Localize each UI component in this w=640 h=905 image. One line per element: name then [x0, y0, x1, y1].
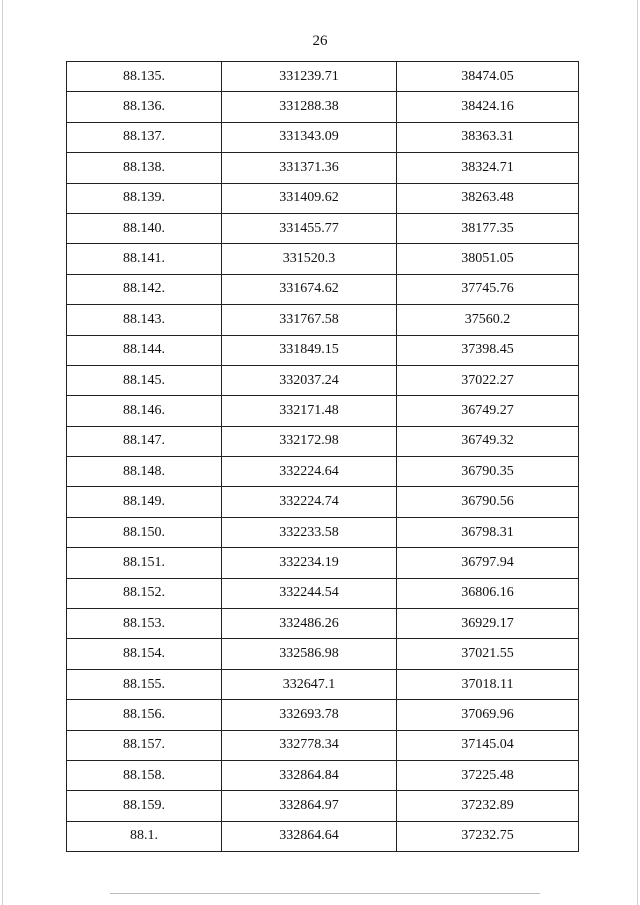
y-coordinate-cell: 37021.55: [397, 639, 579, 669]
y-coordinate-cell: 38363.31: [397, 122, 579, 152]
y-coordinate-cell: 36929.17: [397, 609, 579, 639]
x-coordinate-cell: 332864.97: [222, 791, 397, 821]
point-id-cell: 88.158.: [67, 760, 222, 790]
table-row: [67, 396, 579, 426]
y-coordinate-cell: 37560.2: [397, 305, 579, 335]
x-coordinate-cell: 332234.19: [222, 548, 397, 578]
table-row: [67, 426, 579, 456]
point-id-cell: 88.141.: [67, 244, 222, 274]
table-row: [67, 365, 579, 395]
x-coordinate-cell: 332171.48: [222, 396, 397, 426]
table-row: [67, 244, 579, 274]
point-id-cell: 88.143.: [67, 305, 222, 335]
table-row: [67, 548, 579, 578]
x-coordinate-cell: 332586.98: [222, 639, 397, 669]
table-row: [67, 335, 579, 365]
table-row: [67, 821, 579, 851]
point-id-cell: 88.154.: [67, 639, 222, 669]
table-row: [67, 730, 579, 760]
table-row: [67, 760, 579, 790]
y-coordinate-cell: 38474.05: [397, 62, 579, 92]
x-coordinate-cell: 332693.78: [222, 700, 397, 730]
point-id-cell: 88.153.: [67, 609, 222, 639]
y-coordinate-cell: 36749.27: [397, 396, 579, 426]
point-id-cell: 88.147.: [67, 426, 222, 456]
x-coordinate-cell: 332233.58: [222, 517, 397, 547]
page-number: 26: [312, 33, 328, 49]
point-id-cell: 88.135.: [67, 62, 222, 92]
point-id-cell: 88.138.: [67, 153, 222, 183]
table-row: [67, 183, 579, 213]
y-coordinate-cell: 37225.48: [397, 760, 579, 790]
point-id-cell: 88.140.: [67, 213, 222, 243]
point-id-cell: 88.150.: [67, 517, 222, 547]
x-coordinate-cell: 332244.54: [222, 578, 397, 608]
table-row: [67, 700, 579, 730]
x-coordinate-cell: 331674.62: [222, 274, 397, 304]
point-id-cell: 88.146.: [67, 396, 222, 426]
y-coordinate-cell: 37069.96: [397, 700, 579, 730]
y-coordinate-cell: 38324.71: [397, 153, 579, 183]
table-row: [67, 517, 579, 547]
y-coordinate-cell: 38263.48: [397, 183, 579, 213]
x-coordinate-cell: 331343.09: [222, 122, 397, 152]
table-row: [67, 92, 579, 122]
table-row: [67, 609, 579, 639]
point-id-cell: 88.137.: [67, 122, 222, 152]
table-row: [67, 213, 579, 243]
x-coordinate-cell: 332224.74: [222, 487, 397, 517]
y-coordinate-cell: 37745.76: [397, 274, 579, 304]
coordinates-table-body: [67, 62, 579, 852]
y-coordinate-cell: 36790.35: [397, 457, 579, 487]
table-row: [67, 305, 579, 335]
point-id-cell: 88.151.: [67, 548, 222, 578]
point-id-cell: 88.157.: [67, 730, 222, 760]
x-coordinate-cell: 331767.58: [222, 305, 397, 335]
x-coordinate-cell: 331409.62: [222, 183, 397, 213]
x-coordinate-cell: 332224.64: [222, 457, 397, 487]
point-id-cell: 88.139.: [67, 183, 222, 213]
coordinates-table: [66, 61, 579, 852]
table-row: [67, 62, 579, 92]
table-row: [67, 791, 579, 821]
point-id-cell: 88.136.: [67, 92, 222, 122]
y-coordinate-cell: 37018.11: [397, 669, 579, 699]
y-coordinate-cell: 37232.89: [397, 791, 579, 821]
table-row: [67, 274, 579, 304]
x-coordinate-cell: 332172.98: [222, 426, 397, 456]
y-coordinate-cell: 36798.31: [397, 517, 579, 547]
x-coordinate-cell: 332647.1: [222, 669, 397, 699]
x-coordinate-cell: 331371.36: [222, 153, 397, 183]
y-coordinate-cell: 36806.16: [397, 578, 579, 608]
x-coordinate-cell: 331239.71: [222, 62, 397, 92]
table-row: [67, 669, 579, 699]
point-id-cell: 88.159.: [67, 791, 222, 821]
scan-edge-left: [2, 0, 3, 905]
scan-edge-right: [637, 0, 638, 905]
table-row: [67, 122, 579, 152]
y-coordinate-cell: 36749.32: [397, 426, 579, 456]
table-row: [67, 487, 579, 517]
point-id-cell: 88.144.: [67, 335, 222, 365]
x-coordinate-cell: 331288.38: [222, 92, 397, 122]
table-row: [67, 639, 579, 669]
x-coordinate-cell: 331455.77: [222, 213, 397, 243]
table-row: [67, 153, 579, 183]
y-coordinate-cell: 37145.04: [397, 730, 579, 760]
point-id-cell: 88.145.: [67, 365, 222, 395]
y-coordinate-cell: 36797.94: [397, 548, 579, 578]
y-coordinate-cell: 37022.27: [397, 365, 579, 395]
point-id-cell: 88.1.: [67, 821, 222, 851]
y-coordinate-cell: 37232.75: [397, 821, 579, 851]
point-id-cell: 88.142.: [67, 274, 222, 304]
x-coordinate-cell: 332037.24: [222, 365, 397, 395]
y-coordinate-cell: 38051.05: [397, 244, 579, 274]
table-row: [67, 578, 579, 608]
x-coordinate-cell: 332864.84: [222, 760, 397, 790]
x-coordinate-cell: 331849.15: [222, 335, 397, 365]
x-coordinate-cell: 332864.64: [222, 821, 397, 851]
y-coordinate-cell: 36790.56: [397, 487, 579, 517]
x-coordinate-cell: 332778.34: [222, 730, 397, 760]
point-id-cell: 88.156.: [67, 700, 222, 730]
point-id-cell: 88.149.: [67, 487, 222, 517]
point-id-cell: 88.148.: [67, 457, 222, 487]
y-coordinate-cell: 38424.16: [397, 92, 579, 122]
point-id-cell: 88.152.: [67, 578, 222, 608]
table-row: [67, 457, 579, 487]
y-coordinate-cell: 38177.35: [397, 213, 579, 243]
x-coordinate-cell: 331520.3: [222, 244, 397, 274]
x-coordinate-cell: 332486.26: [222, 609, 397, 639]
point-id-cell: 88.155.: [67, 669, 222, 699]
y-coordinate-cell: 37398.45: [397, 335, 579, 365]
bottom-rule: [110, 893, 540, 894]
